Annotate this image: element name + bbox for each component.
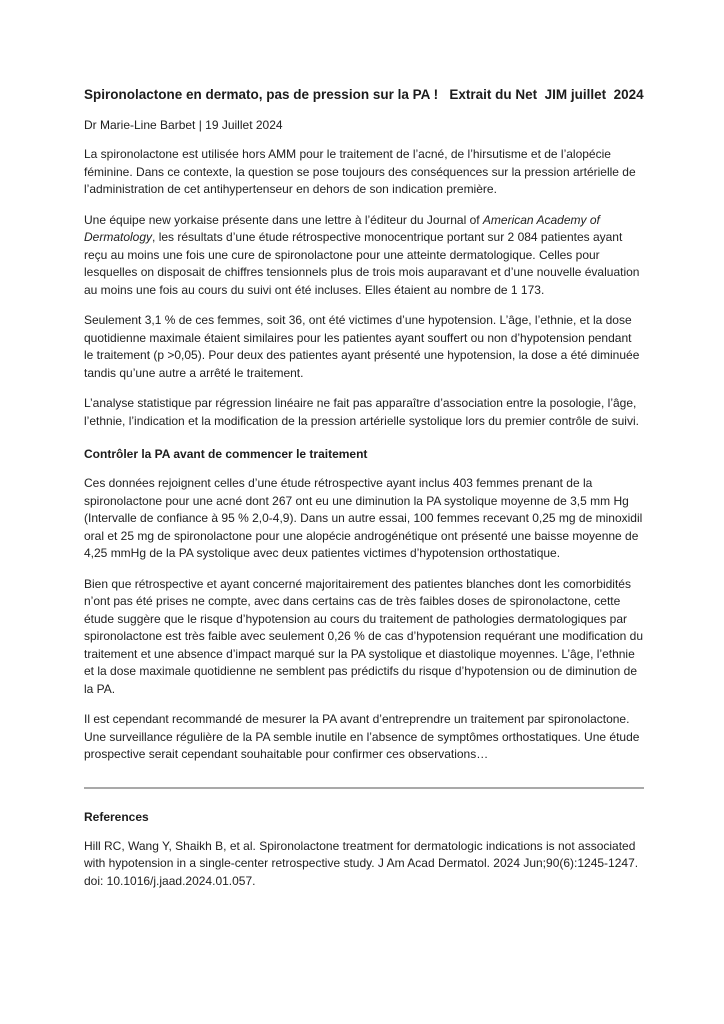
divider bbox=[84, 787, 644, 789]
paragraph-supporting-studies: Ces données rejoignent celles d’une étude rétrospective ayant inclus 403 femmes prenant de la spironolactone pour une acné dont 267 ont eu une diminution la PA systolique moyenne de 3,5 mm Hg (Intervalle de confiance à 95 % 2,0-4,9). Dans un autre essai, 100 femmes recevant 0,25 mg de minoxidil oral et 25 mg de spironolactone pour une alopécie androgénétique ont présenté une baisse moyenne de 4,25 mmHg de la PA systolique avec deux patientes victimes d’hypotension orthostatique. bbox=[84, 476, 643, 560]
paragraph-recommendation: Il est cependant recommandé de mesurer la PA avant d’entreprendre un traitement par spironolactone. Une surveillance régulière de la PA semble inutile en l’absence de symptômes orthostatiques. Une étude prospective serait cependant souhaitable pour confirmer ces observations… bbox=[84, 712, 640, 761]
byline: Dr Marie-Line Barbet | 19 Juillet 2024 bbox=[84, 118, 283, 132]
paragraph-statistical-analysis: L’analyse statistique par régression linéaire ne fait pas apparaître d’association entre la posologie, l’âge, l’ethnie, l’indication et la modification de la pression artérielle systolique lors du premier contrôle de suivi. bbox=[84, 396, 639, 428]
references-heading: References bbox=[84, 809, 149, 824]
document-title: Spironolactone en dermato, pas de pression sur la PA ! Extrait du Net JIM juillet 2024 bbox=[84, 87, 644, 102]
paragraph-study-description-text: Une équipe new yorkaise présente dans une lettre à l’éditeur du Journal of bbox=[84, 212, 483, 227]
paragraph-study-description bbox=[84, 212, 644, 300]
paragraph-study-description-continued: , les résultats d’une étude rétrospective monocentrique portant sur 2 084 patientes ayant reçu au moins une fois une cure de spironolactone pour une atteinte dermatologique. Celles pour lesquelles on disposait de chiffres tensionnels plus de trois mois auparavant et d’une nouvelle évaluation au moins une fois au cours du suivi ont été incluses. Elles étaient au nombre de 1 173. bbox=[84, 230, 640, 297]
reference-entry: Hill RC, Wang Y, Shaikh B, et al. Spironolactone treatment for dermatologic indications is not associated with hypotension in a single-center retrospective study. J Am Acad Dermatol. 2024 Jun;90(6):1245-1247. doi: 10.1016/j.jaad.2024.01.057. bbox=[84, 838, 639, 888]
paragraph-limitations: Bien que rétrospective et ayant concerné majoritairement des patientes blanches dont les comorbidités n’ont pas été prises ne compte, avec dans certains cas de très faibles doses de spironolactone, cette étude suggère que le risque d’hypotension au cours du traitement de pathologies dermatologiques par spironolactone est très faible avec seulement 0,26 % de cas d’hypotension requérant une modification du traitement et une absence d’impact marqué sur la PA systolique et diastolique moyennes. L’âge, l’ethnie et la dose maximale quotidienne ne semblent pas prédictifs du risque d’hypotension ou de diminution de la PA. bbox=[84, 576, 644, 696]
section-heading-controler-la-pa: Contrôler la PA avant de commencer le traitement bbox=[84, 447, 368, 461]
paragraph-results: Seulement 3,1 % de ces femmes, soit 36, ont été victimes d’une hypotension. L’âge, l’ethnie, et la dose quotidienne maximale étaient similaires pour les patientes ayant souffert ou non d’hypotension pendant le traitement (p >0,05). Pour deux des patientes ayant présenté une hypotension, la dose a été diminuée tandis qu’une autre a arrêté le traitement. bbox=[84, 313, 640, 380]
journal-name: American Academy of Dermatology bbox=[84, 212, 600, 244]
paragraph-intro: La spironolactone est utilisée hors AMM pour le traitement de l’acné, de l’hirsutisme et de l’alopécie féminine. Dans ce contexte, la question se pose toujours des conséquences sur la pression artérielle de l’administration de cet antihypertenseur en dehors de son indication première. bbox=[84, 147, 636, 196]
